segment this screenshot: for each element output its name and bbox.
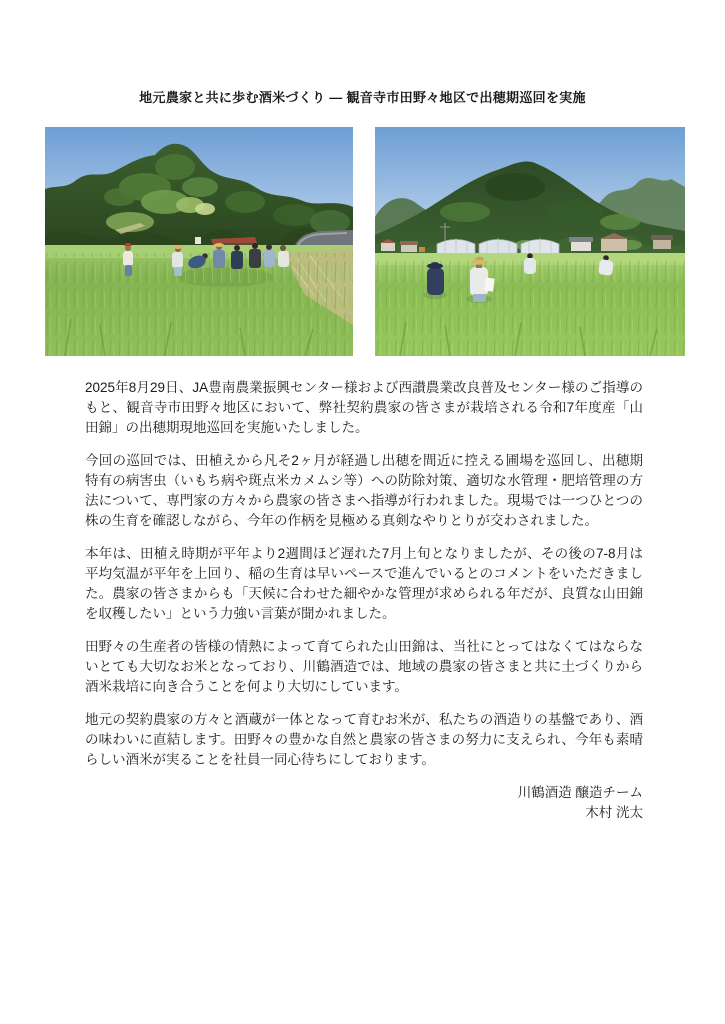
photo-field-group	[45, 127, 353, 356]
signature-team: 川鶴酒造 醸造チーム	[517, 785, 643, 800]
photo-field-inspection	[375, 127, 685, 356]
page-title: 地元農家と共に歩む酒米づくり — 観音寺市田野々地区で出穂期巡回を実施	[139, 90, 586, 105]
article-body	[85, 378, 643, 823]
paragraph-commitment: 田野々の生産者の皆様の情熱によって育てられた山田錦は、当社にとってはなくてはならないとても大切なお米となっており、川鶴酒造では、地域の農家の皆さまと共に土づくりから酒米栽培に向き合うことを何より大切にしています。	[85, 639, 643, 694]
signature-block	[85, 783, 643, 823]
photo-right-illustration	[375, 127, 685, 356]
paragraph-inspection: 今回の巡回では、田植えから凡そ2ヶ月が経過し出穂を間近に控える圃場を巡回し、出穂期特有の病害虫（いもち病や斑点米カメムシ等）への防除対策、適切な水管理・肥培管理の方法について、専門家の方々から農家の皆さまへ指導が行われました。現場では一つひとつの株の生育を確認しながら、今年の作柄を見極める真剣なやりとりが交わされました。	[85, 453, 643, 528]
paragraph-intro: 2025年8月29日、JA豊南農業振興センター様および西讃農業改良普及センター様のご指導のもと、観音寺市田野々地区において、弊社契約農家の皆さまが栽培される令和7年度産「山田錦」の出穂期現地巡回を実施いたしました。	[85, 380, 643, 435]
signature-name: 木村 洸太	[585, 805, 643, 820]
paragraph-growth: 本年は、田植え時期が平年より2週間ほど遅れた7月上旬となりましたが、その後の7-8月は平均気温が平年を上回り、稲の生育は早いペースで進んでいるとのコメントをいただきました。農家の皆さまからも「天候に合わせた細やかな管理が求められる年だが、良質な山田錦を収穫したい」という力強い言葉が聞かれました。	[85, 546, 643, 621]
paragraph-closing: 地元の契約農家の方々と酒蔵が一体となって育むお米が、私たちの酒造りの基盤であり、酒の味わいに直結します。田野々の豊かな自然と農家の皆さまの努力に支えられ、今年も素晴らしい酒米が実ることを社員一同心待ちにしております。	[85, 712, 643, 767]
photo-left-illustration	[45, 127, 353, 356]
